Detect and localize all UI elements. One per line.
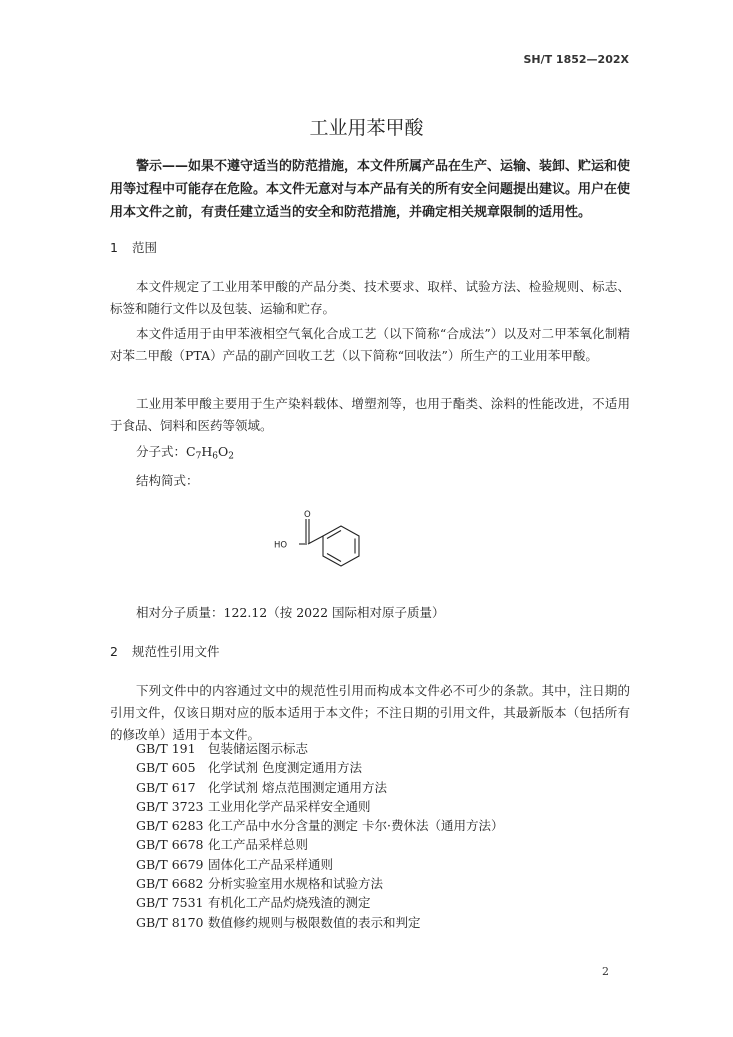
reference-title: 包装储运图示标志 [208, 741, 309, 756]
section-2-heading [110, 642, 220, 660]
ring-double-bond-3 [327, 554, 341, 562]
reference-item [136, 797, 503, 816]
scope-paragraph-3: 工业用苯甲酸主要用于生产染料载体、增塑剂等，也用于酯类、涂料的性能改进，不适用于食品、饲料和医药等领域。 [110, 396, 630, 433]
section-1-number: 1 [110, 240, 118, 255]
structure-ho-label: HO [274, 540, 288, 551]
document-title: 工业用苯甲酸 [309, 117, 424, 139]
reference-code: GB/T 6679 [136, 856, 204, 872]
reference-title: 分析实验室用水规格和试验方法 [208, 876, 384, 892]
standard-code: SH/T 1852—202X [523, 53, 629, 66]
reference-code: GB/T 6678 [136, 837, 204, 853]
reference-title: 有机化工产品灼烧残渣的测定 [208, 895, 371, 911]
reference-item [136, 893, 503, 912]
reference-code: GB/T 6682 [136, 876, 204, 892]
formula-h-subscript: 6 [212, 451, 218, 462]
reference-code: GB/T 7531 [136, 895, 204, 911]
page-number: 2 [602, 965, 609, 978]
ring-double-bond-1 [327, 531, 341, 539]
formula-c-subscript: 7 [195, 451, 202, 462]
section-2-title: 规范性引用文件 [132, 644, 220, 659]
reference-title: 固体化工产品采样通则 [208, 856, 334, 872]
formula-o-subscript: 2 [228, 451, 234, 462]
section-1-title: 范围 [132, 240, 158, 255]
scope-paragraph-1: 本文件规定了工业用苯甲酸的产品分类、技术要求、取样、试验方法、检验规则、标志、标签和随行文件以及包装、运输和贮存。 [110, 279, 630, 316]
section-1-heading [110, 238, 157, 256]
reference-list [136, 739, 503, 932]
reference-code: GB/T 605 [136, 760, 196, 776]
section-2-number: 2 [110, 644, 118, 659]
reference-item [136, 913, 503, 932]
reference-item [136, 816, 503, 835]
formula-c: C [186, 444, 196, 459]
scope-paragraph-2: 本文件适用于由甲苯液相空气氧化合成工艺（以下简称“合成法”）以及对二甲苯氧化制精对苯二甲酸（PTA）产品的副产回收工艺（以下简称“回收法”）所生产的工业用苯甲酸。 [110, 326, 630, 363]
reference-code: GB/T 617 [136, 779, 196, 795]
reference-title: 化工产品中水分含量的测定 卡尔·费休法（通用方法） [208, 818, 504, 834]
bond-carbon-ring [308, 536, 323, 544]
reference-title: 化学试剂 熔点范围测定通用方法 [208, 779, 387, 795]
formula-label: 分子式： [136, 444, 187, 459]
reference-item [136, 778, 503, 797]
reference-code: GB/T 191 [136, 741, 196, 756]
molecular-formula [136, 442, 234, 460]
reference-title: 化学试剂 色度测定通用方法 [208, 760, 362, 776]
benzene-ring [323, 526, 359, 566]
formula-o: O [217, 444, 229, 459]
structure-o-label: O [304, 510, 311, 520]
reference-title: 数值修约规则与极限数值的表示和判定 [208, 914, 421, 930]
molar-mass: 相对分子质量：122.12（按 2022 国际相对原子质量） [136, 605, 445, 620]
reference-title: 工业用化学产品采样安全通则 [208, 798, 371, 814]
warning-paragraph: 警示——如果不遵守适当的防范措施，本文件所属产品在生产、运输、装卸、贮运和使用等过程中可能存在危险。本文件无意对与本产品有关的所有安全问题提出建议。用户在使用本文件之前，有责任建立适当的安全和防范措施，并确定相关规章限制的适用性。 [110, 159, 631, 220]
reference-item [136, 758, 503, 777]
formula-h: H [201, 444, 213, 459]
reference-item [136, 855, 503, 874]
reference-item [136, 739, 503, 758]
reference-code: GB/T 8170 [136, 914, 204, 930]
structure-label: 结构简式： [136, 473, 199, 488]
reference-code: GB/T 6283 [136, 818, 204, 834]
normative-references-intro: 下列文件中的内容通过文中的规范性引用而构成本文件必不可少的条款。其中，注日期的引用文件，仅该日期对应的版本适用于本文件；不注日期的引用文件，其最新版本（包括所有的修改单）适用于本文件。 [110, 683, 630, 742]
reference-code: GB/T 3723 [136, 798, 204, 814]
reference-item [136, 874, 503, 893]
benzoic-acid-structure [270, 510, 380, 580]
reference-item [136, 835, 503, 854]
reference-title: 化工产品采样总则 [208, 837, 309, 853]
